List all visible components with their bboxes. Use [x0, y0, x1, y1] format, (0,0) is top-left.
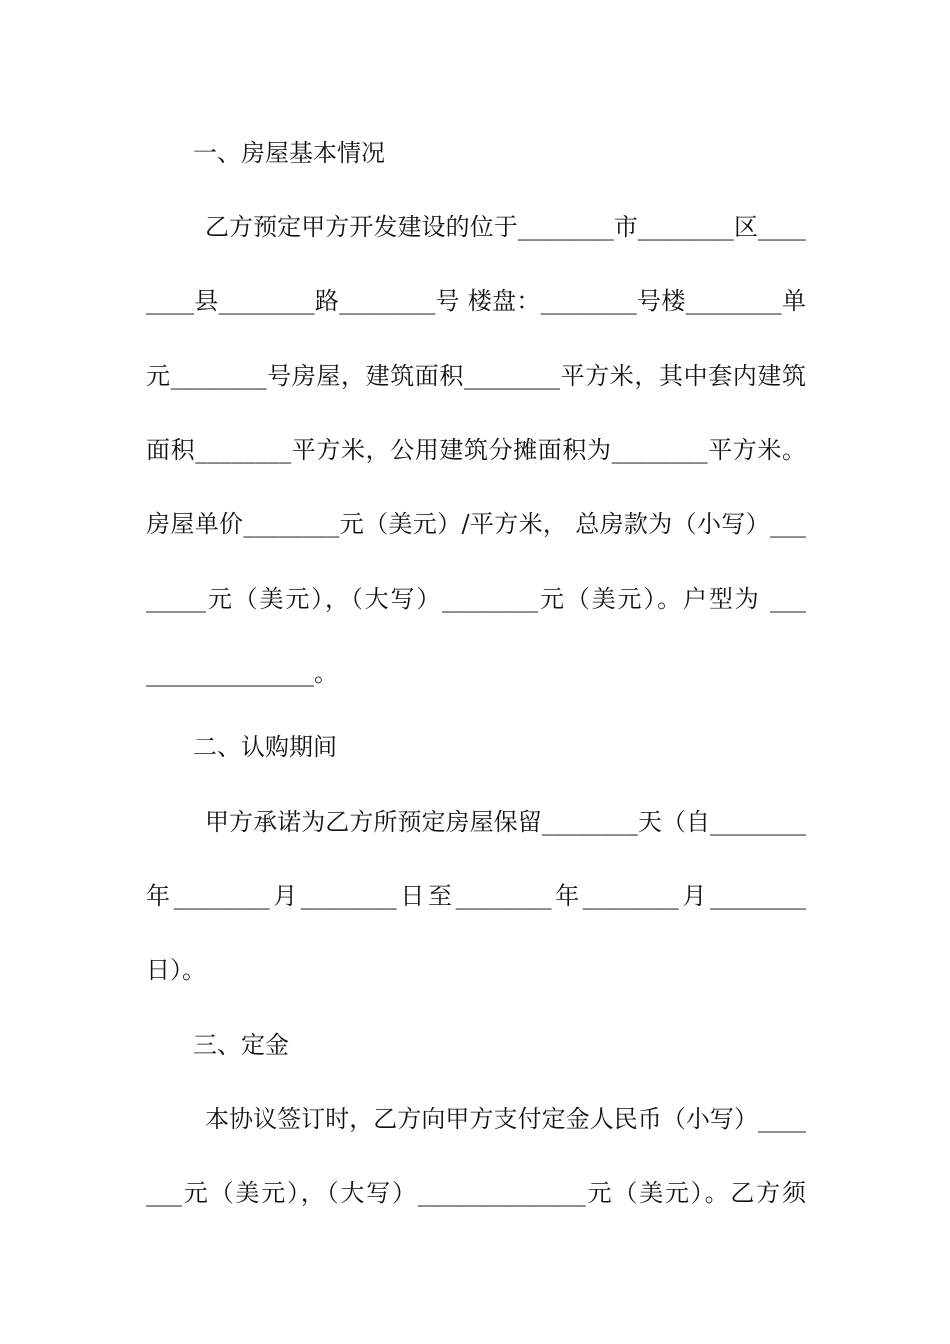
paragraph-line: ___元（美元），（大写）______________元（美元）。乙方须	[146, 1179, 806, 1207]
paragraph-line: 本协议签订时，乙方向甲方支付定金人民币（小写）____	[205, 1105, 806, 1133]
section-heading-deposit: 三、定金	[193, 1031, 289, 1059]
paragraph-line: 甲方承诺为乙方所预定房屋保留________天（自________	[205, 808, 806, 836]
paragraph-line: ____县________路________号 楼盘：________号楼________单	[146, 287, 806, 315]
paragraph-line: 元________号房屋，建筑面积________平方米，其中套内建筑	[146, 362, 806, 390]
paragraph-line: 日）。	[146, 956, 206, 984]
paragraph-line: 乙方预定甲方开发建设的位于________市________区____	[205, 213, 806, 241]
paragraph-line: 房屋单价________元（美元）/平方米， 总房款为（小写）___	[146, 510, 806, 538]
paragraph-line: 面积________平方米，公用建筑分摊面积为________平方米。	[146, 436, 806, 464]
paragraph-line: _____元（美元），（大写）________元（美元）。户型为 ___	[146, 585, 806, 613]
paragraph-line: ______________。	[146, 659, 338, 687]
paragraph-line: 年________月________日至________年________月________	[146, 882, 806, 910]
section-heading-subscription-period: 二、认购期间	[193, 733, 337, 761]
section-heading-house-info: 一、房屋基本情况	[193, 139, 385, 167]
